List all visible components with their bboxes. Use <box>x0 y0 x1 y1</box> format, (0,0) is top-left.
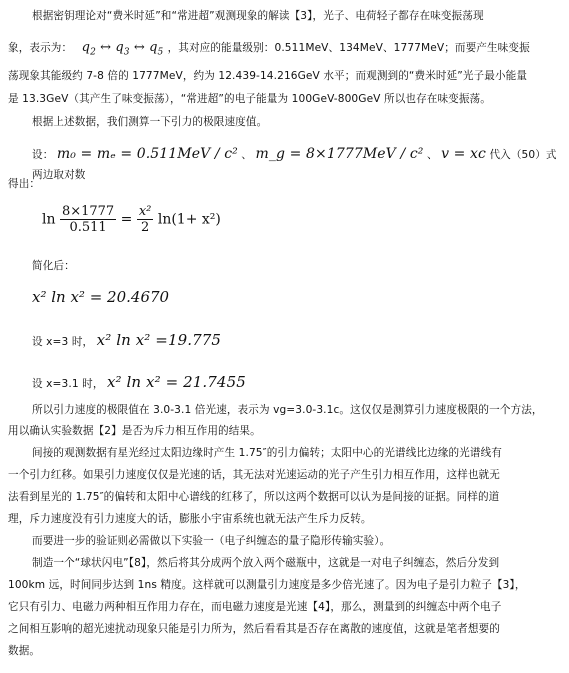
para6-line3: 它只有引力、电磁力两种相互作用力存在，而电磁力速度是光速【4】，那么，测量到的纠缠态中两个电子 <box>8 601 502 613</box>
log-equation: ln $\frac{8\times 1777}{0.511}$ = $\frac{\text{x²}}{2}$ ln(1+ x²) <box>42 204 221 235</box>
para4-line2: 一个引力红移。如果引力速度仅仅是光速的话，其无法对光速运动的光子产生引力相互作用，这样也就无 <box>8 469 500 481</box>
para6-line4: 之间相互影响的超光速扰动现象只能是引力所为，然后看看其是否存在离散的速度值，这就是笔者想要的 <box>8 623 500 635</box>
para1-line4: 是 13.3GeV（其产生了味变振荡），“常进超”的电子能量为 100GeV-800GeV 所以也存在味变振荡。 <box>8 93 491 105</box>
eq-simplified: x² ln x² = 20.4670 <box>32 288 170 306</box>
para4-line4: 理，斥力速度没有引力速度大的话，膨胀小宇宙系统也就无法产生斥力反转。 <box>8 513 372 525</box>
para3-line2: 用以确认实验数据【2】是否为斥力相互作用的结果。 <box>8 425 261 437</box>
para1-line2-suffix: ，其对应的能量级别：0.511MeV、134MeV、1777MeV；而要产生味变振 <box>167 42 530 54</box>
para3-line1: 所以引力速度的极限值在 3.0-3.1 倍光速，表示为 vg=3.0-3.1c。这仅仅是测算引力速度极限的一个方法， <box>32 404 543 416</box>
trial1: 设 x=3 时， x² ln x² =19.775 <box>32 331 222 349</box>
setup-eq2: m_g = 8×1777MeV / c² <box>255 146 424 162</box>
para6-line2: 100km 远，时间同步达到 1ns 精度。这样就可以测量引力速度是多少倍光速了。因为电子是引力粒子【3】， <box>8 579 526 591</box>
setup-eq3: v = xc <box>441 146 486 162</box>
para1-line1: 根据密钥理论对“费米时延”和“常进超”观测现象的解读【3】，光子、电荷轻子都存在味变振荡现 <box>32 10 484 22</box>
para4-line1: 间接的观测数据有星光经过太阳边缘时产生 1.75″的引力偏转；太阳中心的光谱线比边缘的光谱线有 <box>32 447 502 459</box>
para1-line3: 荡现象其能级约 7-8 倍的 1777MeV，约为 12.439-14.216GeV 水平；而观测到的“费米时延”光子最小能量 <box>8 70 528 82</box>
q-sequence: $q_2$ ↔ $q_3$ ↔ $q_5$ <box>81 40 164 58</box>
para1-prefix: 象，表示为： <box>8 42 73 54</box>
trial2: 设 x=3.1 时， x² ln x² = 21.7455 <box>32 373 246 391</box>
setup-line2: 得出： <box>8 178 41 190</box>
para6-line1: 制造一个“球状闪电”【8】，然后将其分成两个放入两个磁瓶中，这就是一对电子纠缠态，然后分发到 <box>32 557 500 569</box>
para2: 根据上述数据，我们测算一下引力的极限速度值。 <box>32 116 268 128</box>
para6-line5: 数据。 <box>8 645 41 657</box>
setup-line: 设： m₀ = mₑ = 0.511MeV / c² 、 m_g = 8×1777MeV / c² 、 v = xc 代入（50）式两边取对数 <box>32 146 557 181</box>
para5: 而要进一步的验证则必需做以下实验一（电子纠缠态的量子隐形传输实验）。 <box>32 535 391 547</box>
setup-eq1: m₀ = mₑ = 0.511MeV / c² <box>56 146 238 162</box>
para4-line3: 法看到星光的 1.75″的偏转和太阳中心谱线的红移了，所以这两个数据可以认为是间接的证据。同样的道 <box>8 491 500 503</box>
simplify-label: 简化后： <box>32 260 75 272</box>
para1-line2 <box>8 38 560 63</box>
